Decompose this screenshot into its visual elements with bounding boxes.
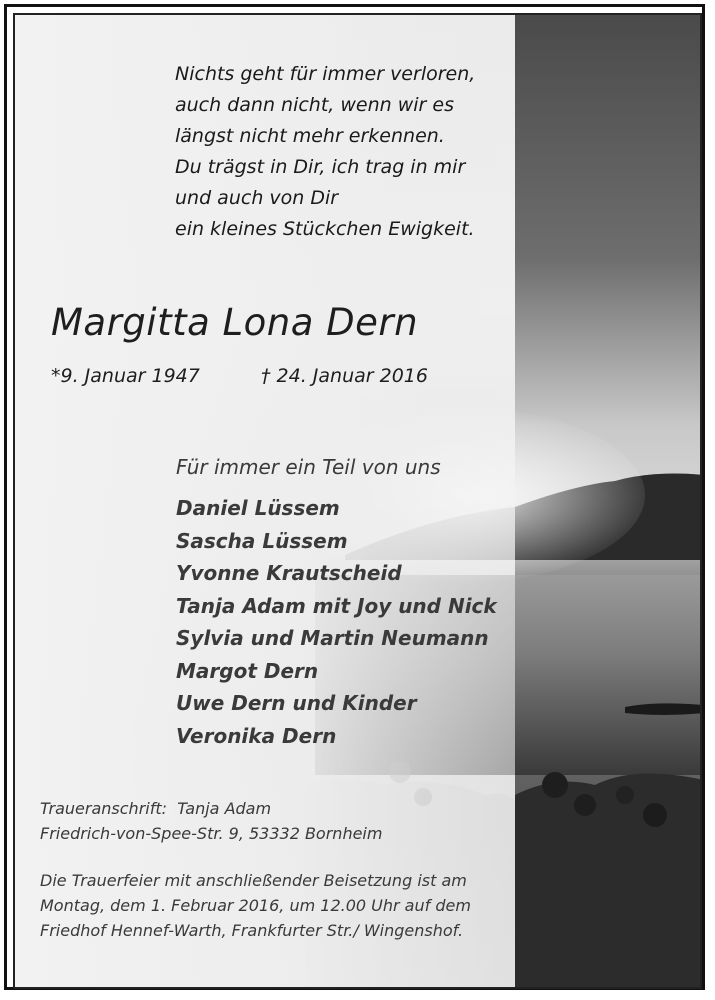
birth-date-text: 9. Januar 1947 — [60, 365, 200, 387]
mourner-name: Tanja Adam mit Joy und Nick — [176, 593, 497, 618]
poem — [175, 59, 475, 245]
address-line — [40, 796, 382, 821]
birth-date — [51, 365, 200, 387]
death-date — [261, 365, 428, 387]
poem-line: Nichts geht für immer verloren, — [175, 63, 476, 85]
notice-panel — [13, 13, 702, 989]
mourners-heading: Für immer ein Teil von uns — [176, 455, 441, 479]
birth-star-icon: * — [51, 365, 61, 387]
deceased-name: Margitta Lona Dern — [51, 301, 419, 344]
address-label: Traueranschrift: — [40, 799, 168, 818]
poem-line: ein kleines Stückchen Ewigkeit. — [175, 218, 475, 240]
ceremony-info — [40, 868, 471, 943]
mourning-address — [40, 796, 382, 846]
mourners-list — [176, 492, 497, 752]
mourner-name: Daniel Lüssem — [176, 496, 340, 520]
death-date-text: 24. Januar 2016 — [276, 365, 428, 387]
address-street: Friedrich-von-Spee-Str. 9, 53332 Bornheim — [40, 824, 383, 843]
mourner-name: Margot Dern — [176, 658, 319, 683]
poem-line: Du trägst in Dir, ich trag in mir — [175, 156, 466, 178]
ceremony-line: Friedhof Hennef-Warth, Frankfurter Str./ Wingenshof. — [40, 921, 464, 940]
mourner-name: Veronika Dern — [176, 723, 337, 748]
mourner-name: Yvonne Krautscheid — [176, 561, 402, 585]
death-cross-icon: † — [261, 365, 271, 387]
poem-line: auch dann nicht, wenn wir es — [175, 94, 454, 116]
ceremony-line: Die Trauerfeier mit anschließender Beisetzung ist am — [40, 871, 467, 890]
poem-line: längst nicht mehr erkennen. — [175, 125, 445, 147]
mourner-name: Sascha Lüssem — [176, 528, 348, 553]
poem-line: und auch von Dir — [175, 187, 339, 209]
mourner-name: Sylvia und Martin Neumann — [176, 626, 489, 650]
ceremony-line: Montag, dem 1. Februar 2016, um 12.00 Uhr auf dem — [40, 896, 471, 915]
mourner-name: Uwe Dern und Kinder — [176, 691, 417, 715]
address-name: Tanja Adam — [177, 799, 272, 818]
